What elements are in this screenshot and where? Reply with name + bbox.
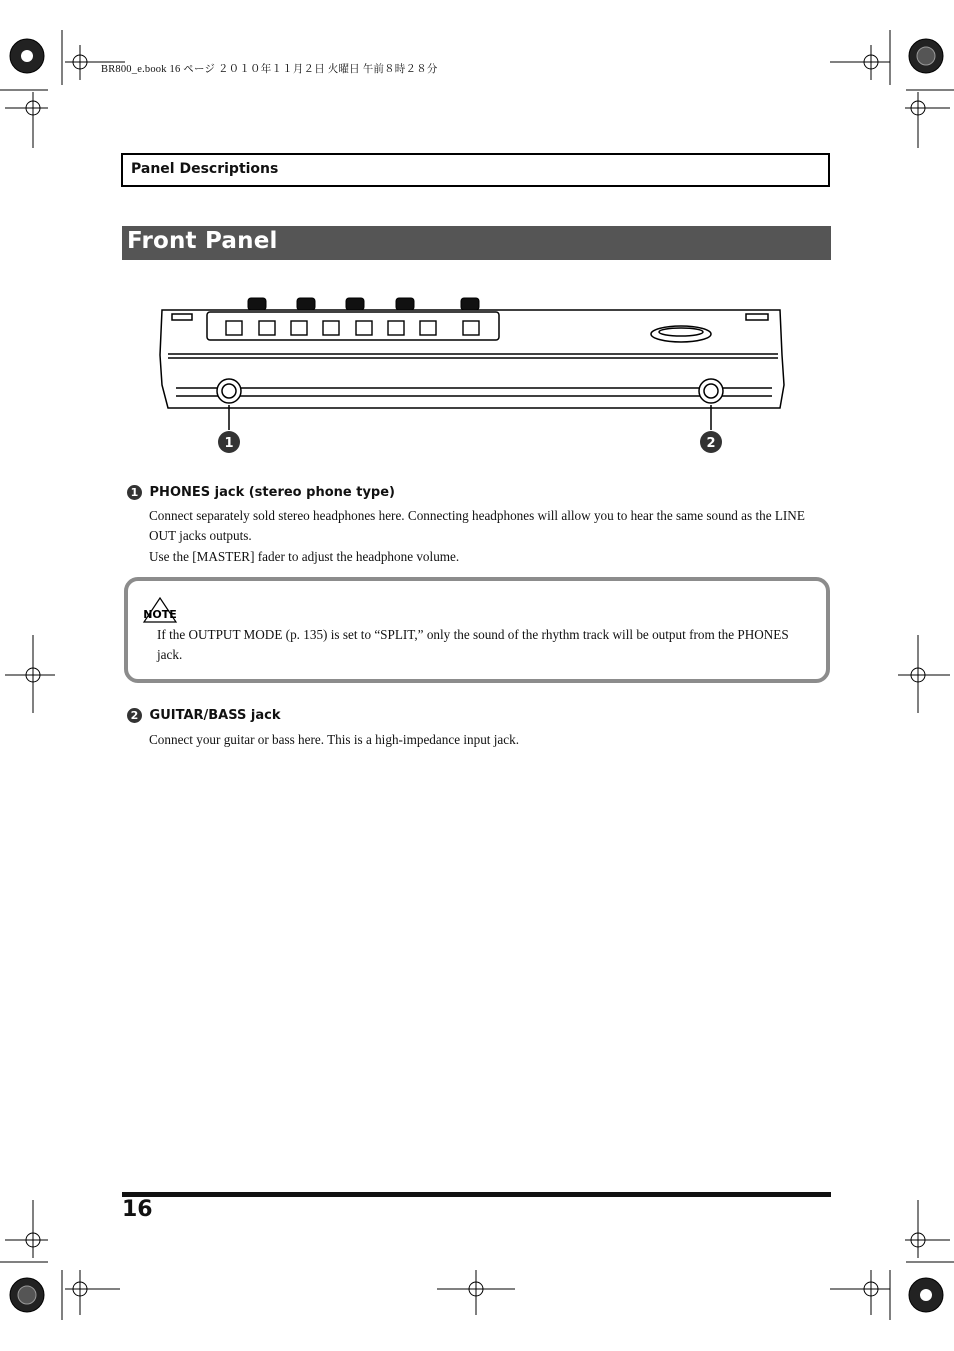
note-text: If the OUTPUT MODE (p. 135) is set to “SPLIT,” only the sound of the rhythm track will be output from the PHONES jack. [157, 627, 789, 662]
crosshair-mark-icon [830, 1270, 890, 1315]
page-title-bar [122, 226, 831, 260]
crosshair-mark-icon [5, 635, 55, 713]
callout-2 [700, 431, 722, 453]
item-1-paragraph: Connect separately sold stereo headphones here. Connecting headphones will allow you to hear the same sound as the LINE OUT jacks outputs. [149, 508, 805, 543]
note-warning-icon [140, 596, 182, 626]
item-heading: GUITAR/BASS jack [149, 708, 281, 723]
registration-starburst-icon [10, 1278, 44, 1312]
page-number: 16 [122, 1197, 153, 1222]
page-title: Front Panel [127, 228, 278, 254]
registration-starburst-icon [10, 39, 44, 73]
file-header: BR800_e.book 16 ページ ２０１０年１１月２日 火曜日 午前８時２８分 [101, 64, 438, 75]
crosshair-mark-icon [437, 1270, 515, 1315]
item-1-heading-row [127, 485, 395, 500]
crosshair-mark-icon [65, 1270, 120, 1315]
section-header-box [121, 153, 830, 187]
crosshair-mark-icon [5, 1200, 48, 1258]
callout-1-label: 1 [224, 436, 234, 451]
section-label: Panel Descriptions [131, 161, 279, 177]
footer-rule [122, 1192, 831, 1197]
note-label: NOTE [143, 608, 177, 621]
callout-2-label: 2 [706, 436, 716, 451]
crosshair-mark-icon [830, 45, 890, 80]
item-number-badge: 1 [127, 485, 142, 500]
crosshair-mark-icon [905, 92, 950, 148]
crosshair-mark-icon [905, 1200, 950, 1258]
registration-starburst-icon [909, 1278, 943, 1312]
item-2-heading-row [127, 708, 281, 723]
crosshair-mark-icon [5, 92, 48, 148]
callout-1 [218, 431, 240, 453]
registration-starburst-icon [909, 39, 943, 73]
item-1-paragraph: Use the [MASTER] fader to adjust the headphone volume. [149, 549, 460, 564]
item-number-badge: 2 [127, 708, 142, 723]
item-heading: PHONES jack (stereo phone type) [149, 485, 395, 500]
front-panel-illustration [150, 290, 800, 460]
crosshair-mark-icon [898, 635, 950, 713]
item-2-paragraph: Connect your guitar or bass here. This is a high-impedance input jack. [149, 732, 520, 747]
